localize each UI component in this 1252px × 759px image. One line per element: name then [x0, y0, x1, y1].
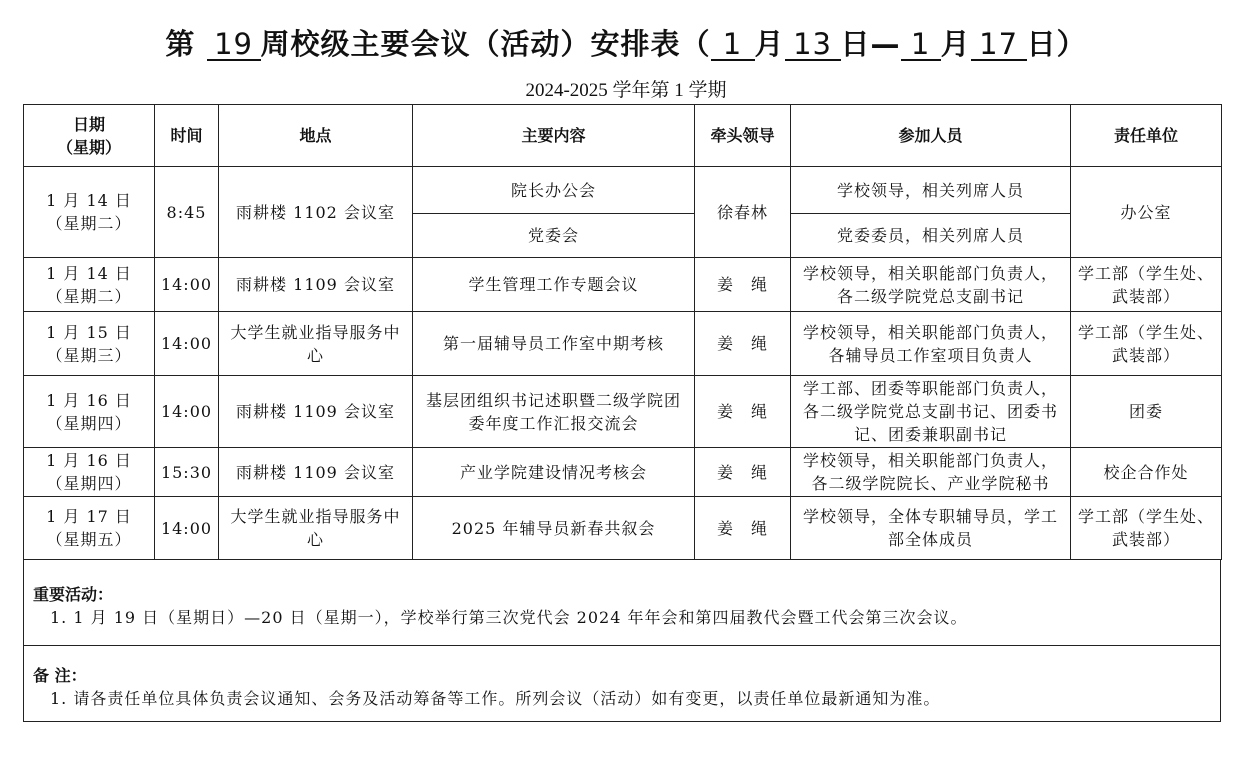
title-prefix: 第 — [165, 27, 196, 61]
title-end-day: 17 — [971, 29, 1027, 61]
leader-cell: 姜 绳 — [695, 376, 791, 448]
place-cell: 雨耕楼 1109 会议室 — [219, 376, 413, 448]
date-cell: 1 月 14 日 （星期二） — [24, 167, 155, 258]
title-month-char: 月 — [754, 27, 785, 61]
attendees-cell: 学工部、团委等职能部门负责人，各二级学院党总支副书记、团委书记、团委兼职副书记 — [791, 376, 1071, 448]
content-cell: 第一届辅导员工作室中期考核 — [413, 312, 695, 376]
header-time: 时间 — [155, 105, 219, 167]
attendees-cell: 学校领导，相关列席人员 — [791, 167, 1071, 214]
place-cell: 雨耕楼 1109 会议室 — [219, 448, 413, 497]
header-unit: 责任单位 — [1071, 105, 1222, 167]
time-cell: 15:30 — [155, 448, 219, 497]
unit-cell: 团委 — [1071, 376, 1222, 448]
place-cell: 雨耕楼 1102 会议室 — [219, 167, 413, 258]
important-item: 1. 1 月 19 日（星期日）—20 日（星期一），学校举行第三次党代会 2024 年年会和第四届教代会暨工代会第三次会议。 — [50, 608, 968, 627]
unit-cell: 学工部（学生处、武装部） — [1071, 497, 1222, 560]
content-cell: 产业学院建设情况考核会 — [413, 448, 695, 497]
title-day-close: 日） — [1026, 27, 1087, 61]
unit-cell: 校企合作处 — [1071, 448, 1222, 497]
attendees-cell: 学校领导，相关职能部门负责人，各二级学院院长、产业学院秘书 — [791, 448, 1071, 497]
attendees-cell: 学校领导，相关职能部门负责人，各二级学院党总支副书记 — [791, 258, 1071, 312]
title-start-day: 13 — [785, 29, 841, 61]
leader-cell: 姜 绳 — [695, 448, 791, 497]
header-leader: 牵头领导 — [695, 105, 791, 167]
important-activities-box — [23, 559, 1221, 646]
table-row — [24, 497, 1222, 560]
date-cell: 1 月 15 日 （星期三） — [24, 312, 155, 376]
schedule-table — [23, 104, 1222, 560]
leader-cell: 姜 绳 — [695, 312, 791, 376]
title-start-month: 1 — [711, 29, 755, 61]
table-row — [24, 376, 1222, 448]
attendees-cell: 党委委员，相关列席人员 — [791, 214, 1071, 258]
remarks-heading: 备 注： — [33, 666, 87, 685]
title-week-number: 19 — [207, 29, 261, 61]
content-cell: 党委会 — [413, 214, 695, 258]
leader-cell: 徐春林 — [695, 167, 791, 258]
header-attendees: 参加人员 — [791, 105, 1071, 167]
date-cell: 1 月 14 日 （星期二） — [24, 258, 155, 312]
semester-subtitle: 2024-2025 学年第 1 学期 — [525, 80, 727, 101]
place-cell: 雨耕楼 1109 会议室 — [219, 258, 413, 312]
header-place: 地点 — [219, 105, 413, 167]
title-end-month: 1 — [901, 29, 941, 61]
leader-cell: 姜 绳 — [695, 258, 791, 312]
title-month-char: 月 — [940, 27, 971, 61]
table-row — [24, 312, 1222, 376]
table-row — [24, 258, 1222, 312]
unit-cell: 学工部（学生处、武装部） — [1071, 312, 1222, 376]
remarks-box — [23, 645, 1221, 722]
document-title — [0, 22, 1252, 63]
important-heading: 重要活动： — [33, 585, 114, 604]
header-content: 主要内容 — [413, 105, 695, 167]
header-date: 日期 （星期） — [24, 105, 155, 167]
table-row — [24, 167, 1222, 214]
attendees-cell: 学校领导，全体专职辅导员，学工部全体成员 — [791, 497, 1071, 560]
date-cell: 1 月 17 日 （星期五） — [24, 497, 155, 560]
time-cell: 14:00 — [155, 497, 219, 560]
place-cell: 大学生就业指导服务中心 — [219, 312, 413, 376]
attendees-cell: 学校领导，相关职能部门负责人，各辅导员工作室项目负责人 — [791, 312, 1071, 376]
leader-cell: 姜 绳 — [695, 497, 791, 560]
content-cell: 院长办公会 — [413, 167, 695, 214]
time-cell: 14:00 — [155, 376, 219, 448]
place-cell: 大学生就业指导服务中心 — [219, 497, 413, 560]
content-cell: 基层团组织书记述职暨二级学院团委年度工作汇报交流会 — [413, 376, 695, 448]
unit-cell: 学工部（学生处、武装部） — [1071, 258, 1222, 312]
time-cell: 8:45 — [155, 167, 219, 258]
time-cell: 14:00 — [155, 312, 219, 376]
date-cell: 1 月 16 日 （星期四） — [24, 376, 155, 448]
table-row — [24, 448, 1222, 497]
time-cell: 14:00 — [155, 258, 219, 312]
content-cell: 2025 年辅导员新春共叙会 — [413, 497, 695, 560]
title-main: 周校级主要会议（活动）安排表（ — [260, 27, 711, 61]
remarks-item: 1. 请各责任单位具体负责会议通知、会务及活动筹备等工作。所列会议（活动）如有变更，以责任单位最新通知为准。 — [50, 689, 941, 708]
content-cell: 学生管理工作专题会议 — [413, 258, 695, 312]
date-cell: 1 月 16 日 （星期四） — [24, 448, 155, 497]
unit-cell: 办公室 — [1071, 167, 1222, 258]
title-day-dash: 日— — [840, 27, 901, 61]
header-row — [24, 105, 1222, 167]
